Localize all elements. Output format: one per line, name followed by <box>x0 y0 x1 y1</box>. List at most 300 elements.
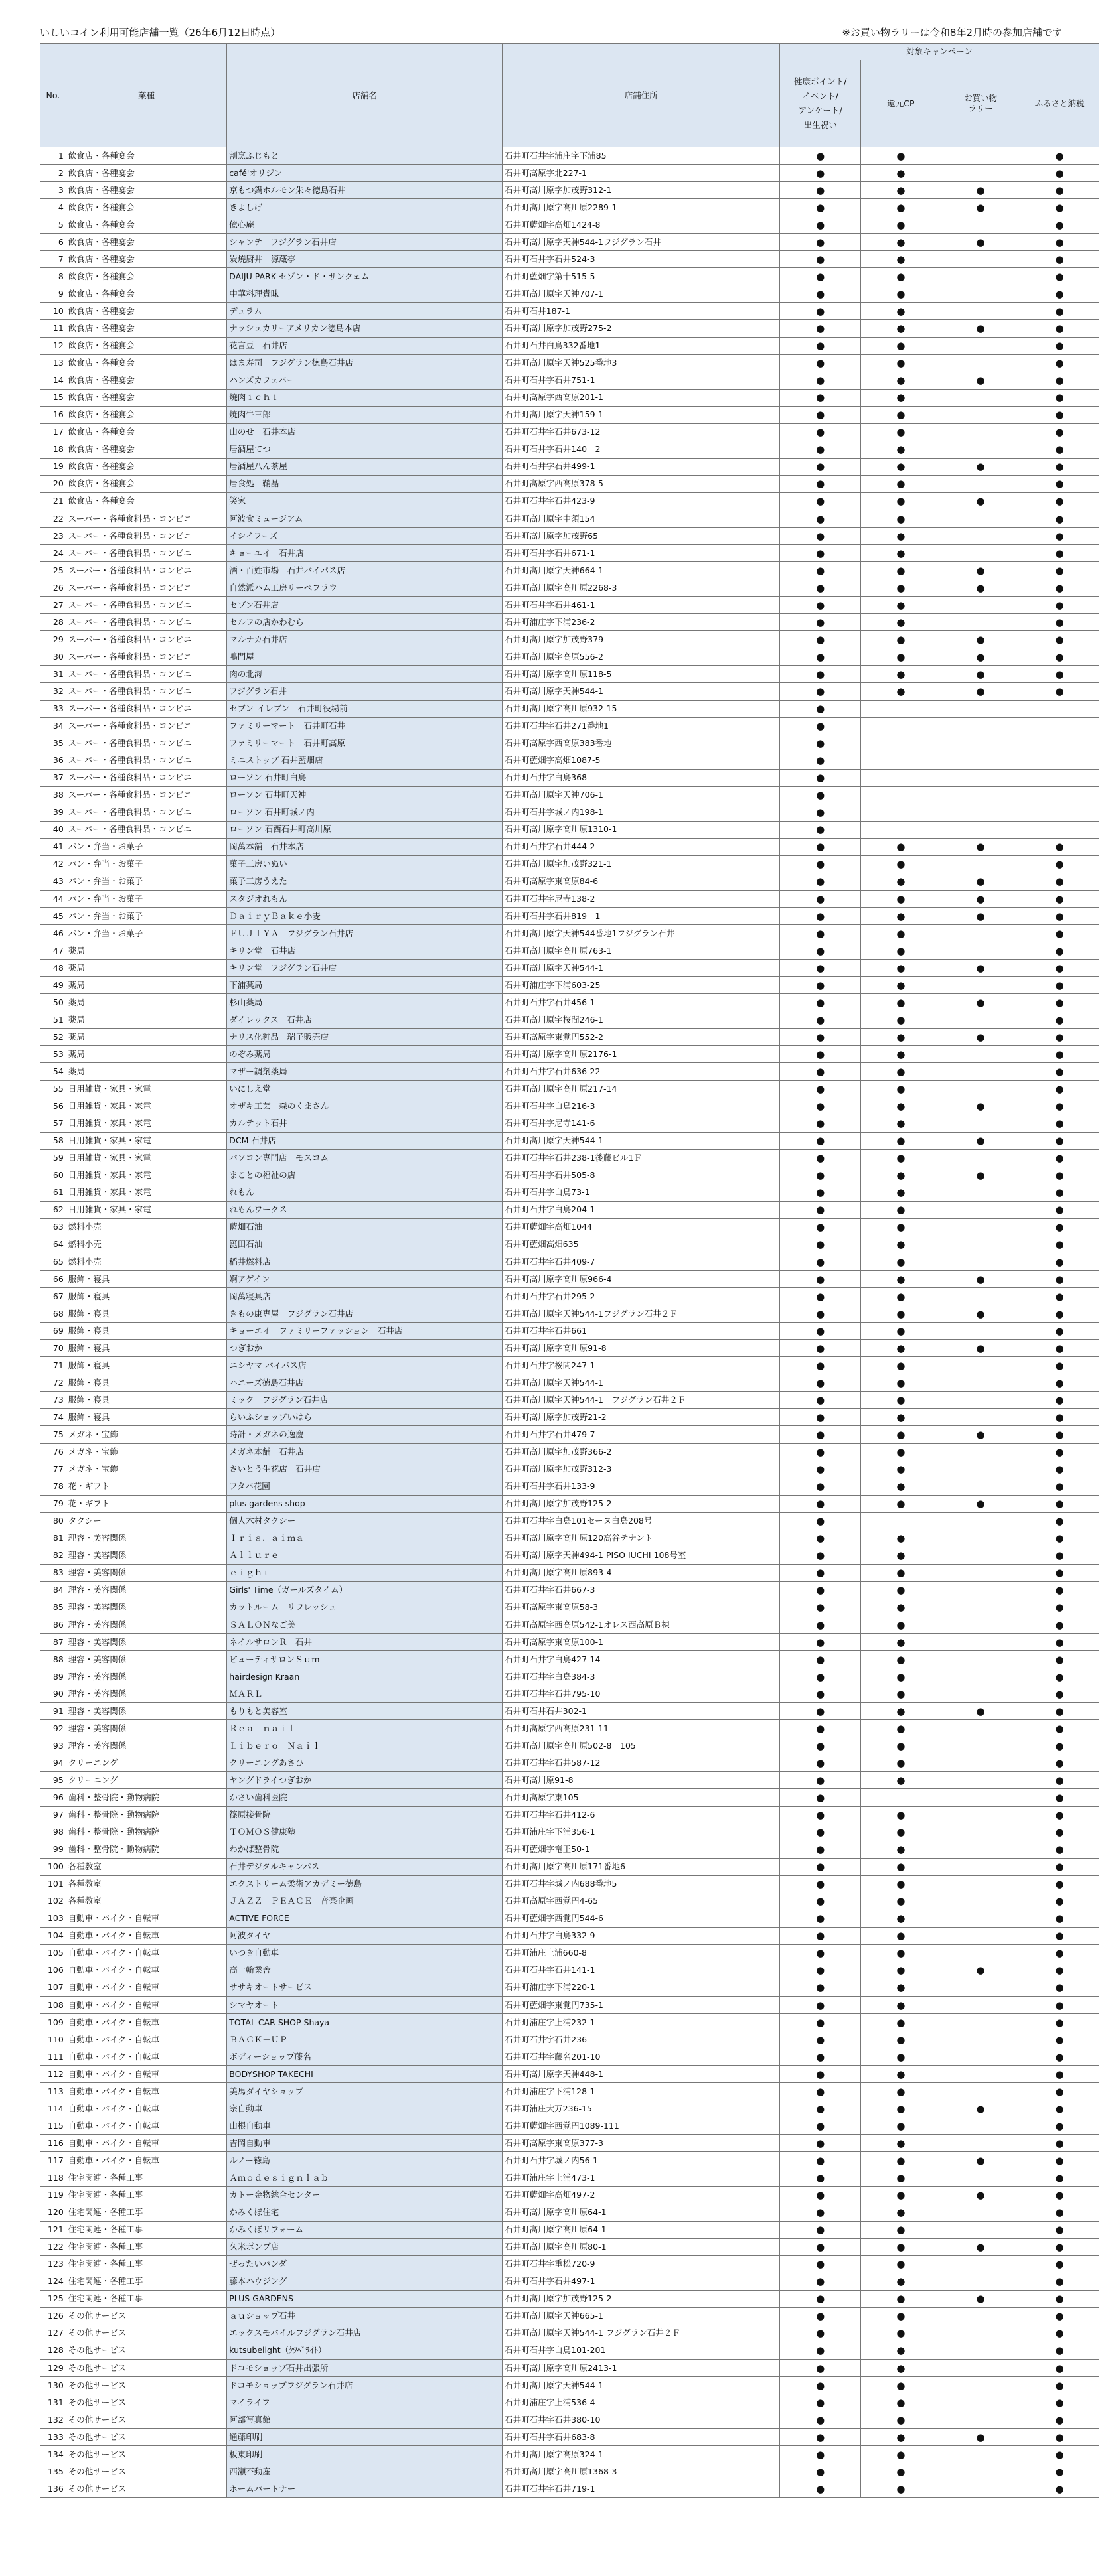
row-gyoshu: その他サービス <box>66 2342 226 2359</box>
mark-health-points: ● <box>780 1564 861 1581</box>
mark-kangen-cp: ● <box>861 1581 941 1599</box>
row-store-name: ニシヤマ バイパス店 <box>227 1357 503 1374</box>
mark-shopping-rally <box>941 1115 1020 1132</box>
mark-shopping-rally <box>941 1409 1020 1426</box>
row-store-name: ｅｉｇｈｔ <box>227 1564 503 1581</box>
row-store-name: きもの康専屋 フジグラン石井店 <box>227 1305 503 1323</box>
mark-furusato-nozei: ● <box>1020 492 1099 510</box>
mark-kangen-cp: ● <box>861 2446 941 2463</box>
table-row <box>40 648 1099 666</box>
row-store-name: クリーニングあさひ <box>227 1754 503 1772</box>
mark-kangen-cp: ● <box>861 1944 941 1962</box>
mark-kangen-cp: ● <box>861 2100 941 2117</box>
mark-health-points: ● <box>780 1305 861 1323</box>
mark-shopping-rally: ● <box>941 458 1020 475</box>
row-number: 109 <box>40 2014 66 2031</box>
mark-health-points: ● <box>780 1149 861 1167</box>
mark-health-points: ● <box>780 2083 861 2100</box>
mark-shopping-rally <box>941 1461 1020 1478</box>
mark-kangen-cp: ● <box>861 1029 941 1046</box>
mark-furusato-nozei: ● <box>1020 2117 1099 2135</box>
table-row <box>40 2377 1099 2394</box>
row-gyoshu: 花・ギフト <box>66 1478 226 1495</box>
row-number: 43 <box>40 873 66 890</box>
mark-health-points: ● <box>780 2066 861 2083</box>
row-store-name: いにしえ堂 <box>227 1080 503 1098</box>
mark-health-points: ● <box>780 735 861 752</box>
mark-shopping-rally <box>941 1685 1020 1703</box>
mark-furusato-nozei: ● <box>1020 1323 1099 1340</box>
row-store-name: DCM 石井店 <box>227 1132 503 1149</box>
row-store-name: 酒・百姓市場 石井バイパス店 <box>227 562 503 579</box>
mark-kangen-cp: ● <box>861 458 941 475</box>
mark-health-points: ● <box>780 683 861 700</box>
row-address: 石井町高原字東105 <box>503 1789 780 1806</box>
row-address: 石井町高原字西覚円4-65 <box>503 1893 780 1910</box>
mark-health-points: ● <box>780 631 861 648</box>
row-number: 12 <box>40 337 66 354</box>
row-store-name: 吉岡自動車 <box>227 2135 503 2152</box>
row-address: 石井町高川原字天神159-1 <box>503 406 780 423</box>
row-store-name: ＭＡＲＬ <box>227 1685 503 1703</box>
mark-furusato-nozei: ● <box>1020 1893 1099 1910</box>
table-row <box>40 337 1099 354</box>
mark-health-points: ● <box>780 2360 861 2377</box>
row-store-name: ＳＡＬＯＮなご美 <box>227 1616 503 1633</box>
row-number: 16 <box>40 406 66 423</box>
table-row <box>40 406 1099 423</box>
table-row <box>40 1616 1099 1633</box>
header-kangen-cp: 還元CP <box>861 60 941 147</box>
row-address: 石井町石井字石井380-10 <box>503 2411 780 2429</box>
mark-kangen-cp: ● <box>861 1824 941 1841</box>
row-gyoshu: 飲食店・各種宴会 <box>66 354 226 372</box>
row-gyoshu: 服飾・寝具 <box>66 1305 226 1323</box>
row-gyoshu: 理容・美容関係 <box>66 1720 226 1737</box>
row-number: 119 <box>40 2186 66 2204</box>
row-number: 57 <box>40 1115 66 1132</box>
mark-kangen-cp: ● <box>861 1098 941 1115</box>
row-store-name: 箆田石油 <box>227 1236 503 1253</box>
row-gyoshu: パン・弁当・お菓子 <box>66 925 226 942</box>
mark-furusato-nozei: ● <box>1020 942 1099 960</box>
row-number: 96 <box>40 1789 66 1806</box>
mark-health-points: ● <box>780 1409 861 1426</box>
row-gyoshu: 飲食店・各種宴会 <box>66 441 226 458</box>
mark-shopping-rally <box>941 2377 1020 2394</box>
mark-health-points: ● <box>780 2255 861 2273</box>
mark-furusato-nozei: ● <box>1020 2446 1099 2463</box>
row-address: 石井町高川原字天神544-1フジグラン石井 <box>503 234 780 251</box>
row-gyoshu: 日用雑貨・家具・家電 <box>66 1201 226 1218</box>
table-row <box>40 855 1099 873</box>
mark-kangen-cp: ● <box>861 2429 941 2446</box>
mark-kangen-cp: ● <box>861 1875 941 1893</box>
mark-furusato-nozei: ● <box>1020 354 1099 372</box>
row-gyoshu: 薬局 <box>66 1046 226 1063</box>
mark-furusato-nozei: ● <box>1020 1530 1099 1547</box>
table-row <box>40 1634 1099 1651</box>
row-store-name: ａｕショップ石井 <box>227 2307 503 2325</box>
table-row <box>40 786 1099 804</box>
table-row <box>40 1668 1099 1685</box>
row-gyoshu: 自動車・バイク・自転車 <box>66 1979 226 1996</box>
table-row <box>40 1063 1099 1080</box>
row-gyoshu: 歯科・整骨院・動物病院 <box>66 1806 226 1824</box>
row-store-name: ネイルサロンＲ 石井 <box>227 1634 503 1651</box>
mark-shopping-rally <box>941 1754 1020 1772</box>
table-row <box>40 614 1099 631</box>
mark-kangen-cp: ● <box>861 528 941 545</box>
mark-health-points: ● <box>780 1184 861 1201</box>
mark-health-points: ● <box>780 2100 861 2117</box>
mark-shopping-rally <box>941 717 1020 735</box>
mark-health-points: ● <box>780 1910 861 1927</box>
table-row <box>40 597 1099 614</box>
row-address: 石井町高川原字高川原1368-3 <box>503 2463 780 2480</box>
mark-kangen-cp: ● <box>861 2014 941 2031</box>
mark-shopping-rally <box>941 268 1020 285</box>
mark-kangen-cp: ● <box>861 2360 941 2377</box>
mark-kangen-cp: ● <box>861 2238 941 2255</box>
mark-shopping-rally: ● <box>941 1167 1020 1184</box>
mark-health-points: ● <box>780 1495 861 1512</box>
row-address: 石井町石井字白鳥384-3 <box>503 1668 780 1685</box>
mark-kangen-cp: ● <box>861 423 941 441</box>
row-gyoshu: スーパー・各種食料品・コンビニ <box>66 752 226 769</box>
row-gyoshu: 自動車・バイク・自転車 <box>66 2048 226 2066</box>
row-gyoshu: 飲食店・各種宴会 <box>66 165 226 182</box>
row-store-name: 山のせ 石井本店 <box>227 423 503 441</box>
row-store-name: Ａｍｏｄｅｓｉｇｎｌａｂ <box>227 2169 503 2186</box>
mark-health-points: ● <box>780 2186 861 2204</box>
row-address: 石井町高川原字天神544-1 <box>503 2377 780 2394</box>
row-address: 石井町浦庄字下浦220-1 <box>503 1979 780 1996</box>
mark-health-points: ● <box>780 2221 861 2238</box>
mark-health-points: ● <box>780 855 861 873</box>
mark-shopping-rally <box>941 1530 1020 1547</box>
row-store-name: ホームパートナー <box>227 2480 503 2498</box>
mark-kangen-cp: ● <box>861 1236 941 1253</box>
mark-furusato-nozei: ● <box>1020 1218 1099 1236</box>
row-gyoshu: 服飾・寝具 <box>66 1374 226 1392</box>
row-gyoshu: スーパー・各種食料品・コンビニ <box>66 735 226 752</box>
row-address: 石井町高川原字加茂野125-2 <box>503 1495 780 1512</box>
mark-kangen-cp: ● <box>861 942 941 960</box>
header-campaign: 対象キャンペーン <box>780 44 1099 60</box>
mark-furusato-nozei: ● <box>1020 1063 1099 1080</box>
mark-furusato-nozei: ● <box>1020 1599 1099 1616</box>
mark-kangen-cp: ● <box>861 2221 941 2238</box>
row-number: 24 <box>40 545 66 562</box>
mark-health-points: ● <box>780 2377 861 2394</box>
table-row <box>40 234 1099 251</box>
row-address: 石井町高川原字加茂野65 <box>503 528 780 545</box>
row-store-name: セルフの店かわむら <box>227 614 503 631</box>
mark-shopping-rally <box>941 1063 1020 1080</box>
table-row <box>40 1512 1099 1530</box>
row-address: 石井町石井字石井497-1 <box>503 2273 780 2290</box>
mark-furusato-nozei: ● <box>1020 1858 1099 1875</box>
mark-furusato-nozei: ● <box>1020 1461 1099 1478</box>
mark-furusato-nozei: ● <box>1020 268 1099 285</box>
mark-health-points: ● <box>780 1789 861 1806</box>
mark-kangen-cp: ● <box>861 354 941 372</box>
mark-shopping-rally: ● <box>941 838 1020 855</box>
row-address: 石井町高川原字高川原64-1 <box>503 2221 780 2238</box>
row-store-name: BODYSHOP TAKECHI <box>227 2066 503 2083</box>
mark-kangen-cp: ● <box>861 1962 941 1979</box>
row-store-name: カルテット石井 <box>227 1115 503 1132</box>
mark-shopping-rally <box>941 1357 1020 1374</box>
row-address: 石井町石井字石井461-1 <box>503 597 780 614</box>
mark-kangen-cp: ● <box>861 441 941 458</box>
mark-furusato-nozei: ● <box>1020 891 1099 908</box>
mark-kangen-cp: ● <box>861 1132 941 1149</box>
mark-health-points: ● <box>780 1927 861 1944</box>
mark-health-points: ● <box>780 1132 861 1149</box>
row-number: 133 <box>40 2429 66 2446</box>
mark-health-points: ● <box>780 579 861 597</box>
row-store-name: エクストリーム柔術アカデミー徳島 <box>227 1875 503 1893</box>
header-shopping-rally <box>941 60 1020 147</box>
table-row <box>40 1288 1099 1305</box>
row-address: 石井町石井字石井667-3 <box>503 1581 780 1599</box>
row-address: 石井町浦庄大万236-15 <box>503 2100 780 2117</box>
mark-furusato-nozei: ● <box>1020 458 1099 475</box>
row-number: 80 <box>40 1512 66 1530</box>
table-row <box>40 182 1099 199</box>
mark-shopping-rally <box>941 1927 1020 1944</box>
row-gyoshu: メガネ・宝飾 <box>66 1461 226 1478</box>
mark-kangen-cp: ● <box>861 1011 941 1029</box>
table-row <box>40 458 1099 475</box>
table-row <box>40 2446 1099 2463</box>
row-address: 石井町浦庄字下浦236-2 <box>503 614 780 631</box>
mark-shopping-rally <box>941 1564 1020 1581</box>
mark-shopping-rally <box>941 786 1020 804</box>
mark-shopping-rally <box>941 1288 1020 1305</box>
mark-shopping-rally: ● <box>941 1340 1020 1357</box>
row-number: 48 <box>40 960 66 977</box>
mark-shopping-rally <box>941 2446 1020 2463</box>
table-row <box>40 2117 1099 2135</box>
row-number: 77 <box>40 1461 66 1478</box>
row-gyoshu: 服飾・寝具 <box>66 1323 226 1340</box>
row-number: 15 <box>40 389 66 406</box>
row-store-name: PLUS GARDENS <box>227 2290 503 2307</box>
mark-furusato-nozei: ● <box>1020 1029 1099 1046</box>
row-number: 9 <box>40 285 66 303</box>
mark-furusato-nozei: ● <box>1020 1305 1099 1323</box>
row-number: 88 <box>40 1651 66 1668</box>
row-gyoshu: その他サービス <box>66 2325 226 2342</box>
mark-shopping-rally: ● <box>941 1305 1020 1323</box>
table-row <box>40 994 1099 1011</box>
row-number: 61 <box>40 1184 66 1201</box>
mark-health-points: ● <box>780 700 861 717</box>
row-number: 51 <box>40 1011 66 1029</box>
mark-furusato-nozei: ● <box>1020 1754 1099 1772</box>
row-number: 2 <box>40 165 66 182</box>
mark-health-points: ● <box>780 1858 861 1875</box>
mark-kangen-cp: ● <box>861 891 941 908</box>
mark-shopping-rally <box>941 2463 1020 2480</box>
mark-kangen-cp: ● <box>861 1201 941 1218</box>
mark-shopping-rally: ● <box>941 1098 1020 1115</box>
mark-health-points: ● <box>780 528 861 545</box>
mark-shopping-rally: ● <box>941 648 1020 666</box>
mark-shopping-rally <box>941 821 1020 838</box>
row-address: 石井町高川原字高川原217-14 <box>503 1080 780 1098</box>
row-address: 石井町石井字石井671-1 <box>503 545 780 562</box>
mark-health-points: ● <box>780 2463 861 2480</box>
mark-health-points: ● <box>780 2031 861 2048</box>
mark-health-points: ● <box>780 717 861 735</box>
row-gyoshu: 自動車・バイク・自転車 <box>66 2152 226 2169</box>
row-number: 76 <box>40 1443 66 1461</box>
mark-kangen-cp: ● <box>861 475 941 492</box>
row-gyoshu: 理容・美容関係 <box>66 1530 226 1547</box>
mark-health-points: ● <box>780 1201 861 1218</box>
table-row <box>40 354 1099 372</box>
row-gyoshu: 住宅関連・各種工事 <box>66 2255 226 2273</box>
mark-health-points: ● <box>780 1530 861 1547</box>
mark-shopping-rally <box>941 1858 1020 1875</box>
row-gyoshu: 各種教室 <box>66 1858 226 1875</box>
row-number: 99 <box>40 1841 66 1858</box>
row-number: 64 <box>40 1236 66 1253</box>
row-address: 石井町浦庄字上浦232-1 <box>503 2014 780 2031</box>
row-number: 19 <box>40 458 66 475</box>
mark-health-points: ● <box>780 2273 861 2290</box>
mark-health-points: ● <box>780 510 861 527</box>
row-gyoshu: 理容・美容関係 <box>66 1599 226 1616</box>
mark-shopping-rally <box>941 1944 1020 1962</box>
mark-furusato-nozei: ● <box>1020 1443 1099 1461</box>
row-number: 129 <box>40 2360 66 2377</box>
row-gyoshu: 自動車・バイク・自転車 <box>66 2014 226 2031</box>
row-gyoshu: 理容・美容関係 <box>66 1668 226 1685</box>
header-shopping-rally-line2: ラリー <box>968 104 993 113</box>
mark-furusato-nozei: ● <box>1020 337 1099 354</box>
mark-health-points: ● <box>780 1512 861 1530</box>
row-gyoshu: 自動車・バイク・自転車 <box>66 2135 226 2152</box>
mark-health-points: ● <box>780 372 861 389</box>
row-store-name: 石井デジタルキャンパス <box>227 1858 503 1875</box>
table-row <box>40 2186 1099 2204</box>
mark-furusato-nozei: ● <box>1020 1253 1099 1271</box>
table-row <box>40 1271 1099 1288</box>
row-address: 石井町高川原字高川原64-1 <box>503 2204 780 2221</box>
mark-health-points: ● <box>780 994 861 1011</box>
row-gyoshu: 理容・美容関係 <box>66 1634 226 1651</box>
mark-furusato-nozei: ● <box>1020 1841 1099 1858</box>
mark-furusato-nozei: ● <box>1020 666 1099 683</box>
row-store-name: オザキ工芸 森のくまさん <box>227 1098 503 1115</box>
row-store-name: 居酒屋てつ <box>227 441 503 458</box>
row-address: 石井町浦庄字上浦536-4 <box>503 2394 780 2411</box>
mark-shopping-rally <box>941 475 1020 492</box>
row-number: 30 <box>40 648 66 666</box>
row-number: 67 <box>40 1288 66 1305</box>
mark-health-points: ● <box>780 2152 861 2169</box>
mark-furusato-nozei <box>1020 717 1099 735</box>
row-store-name: つぎおか <box>227 1340 503 1357</box>
mark-health-points: ● <box>780 389 861 406</box>
mark-kangen-cp: ● <box>861 337 941 354</box>
mark-kangen-cp <box>861 821 941 838</box>
mark-kangen-cp: ● <box>861 648 941 666</box>
mark-shopping-rally: ● <box>941 1495 1020 1512</box>
table-row <box>40 1841 1099 1858</box>
table-body <box>40 147 1099 2498</box>
table-row <box>40 1893 1099 1910</box>
row-gyoshu: 自動車・バイク・自転車 <box>66 2117 226 2135</box>
mark-furusato-nozei: ● <box>1020 1409 1099 1426</box>
table-row <box>40 1564 1099 1581</box>
row-address: 石井町高川原字天神544-1フジグラン石井２Ｆ <box>503 1305 780 1323</box>
mark-shopping-rally <box>941 942 1020 960</box>
row-gyoshu: 飲食店・各種宴会 <box>66 199 226 216</box>
table-row <box>40 821 1099 838</box>
row-address: 石井町高川原字高川原2176-1 <box>503 1046 780 1063</box>
row-address: 石井町石井白鳥332番地1 <box>503 337 780 354</box>
row-number: 122 <box>40 2238 66 2255</box>
row-number: 45 <box>40 908 66 925</box>
mark-shopping-rally <box>941 2031 1020 2048</box>
row-store-name: ルノー徳島 <box>227 2152 503 2169</box>
mark-health-points: ● <box>780 1944 861 1962</box>
table-row <box>40 2342 1099 2359</box>
mark-health-points: ● <box>780 2342 861 2359</box>
mark-kangen-cp: ● <box>861 2463 941 2480</box>
row-number: 35 <box>40 735 66 752</box>
row-address: 石井町石井字石井683-8 <box>503 2429 780 2446</box>
row-address: 石井町高川原字高川原763-1 <box>503 942 780 960</box>
table-row <box>40 717 1099 735</box>
row-address: 石井町高川原字高原556-2 <box>503 648 780 666</box>
table-row <box>40 1651 1099 1668</box>
mark-furusato-nozei: ● <box>1020 2307 1099 2325</box>
row-address: 石井町高川原字高川原2268-3 <box>503 579 780 597</box>
row-store-name: ＦＵＪＩＹＡ フジグラン石井店 <box>227 925 503 942</box>
mark-kangen-cp: ● <box>861 1910 941 1927</box>
row-gyoshu: パン・弁当・お菓子 <box>66 855 226 873</box>
mark-health-points: ● <box>780 2290 861 2307</box>
mark-shopping-rally <box>941 216 1020 234</box>
table-row <box>40 2290 1099 2307</box>
mark-health-points: ● <box>780 648 861 666</box>
row-store-name: ＢＡＣＫ－ＵＰ <box>227 2031 503 2048</box>
mark-kangen-cp: ● <box>861 492 941 510</box>
mark-health-points: ● <box>780 1651 861 1668</box>
row-gyoshu: 住宅関連・各種工事 <box>66 2290 226 2307</box>
row-gyoshu: 理容・美容関係 <box>66 1564 226 1581</box>
row-gyoshu: 服飾・寝具 <box>66 1271 226 1288</box>
mark-shopping-rally: ● <box>941 2152 1020 2169</box>
row-number: 3 <box>40 182 66 199</box>
table-row <box>40 1046 1099 1063</box>
mark-health-points: ● <box>780 1063 861 1080</box>
row-store-name: plus gardens shop <box>227 1495 503 1512</box>
mark-health-points: ● <box>780 1461 861 1478</box>
row-number: 134 <box>40 2446 66 2463</box>
mark-shopping-rally <box>941 1392 1020 1409</box>
table-row <box>40 2152 1099 2169</box>
row-gyoshu: 薬局 <box>66 1029 226 1046</box>
table-row <box>40 1201 1099 1218</box>
